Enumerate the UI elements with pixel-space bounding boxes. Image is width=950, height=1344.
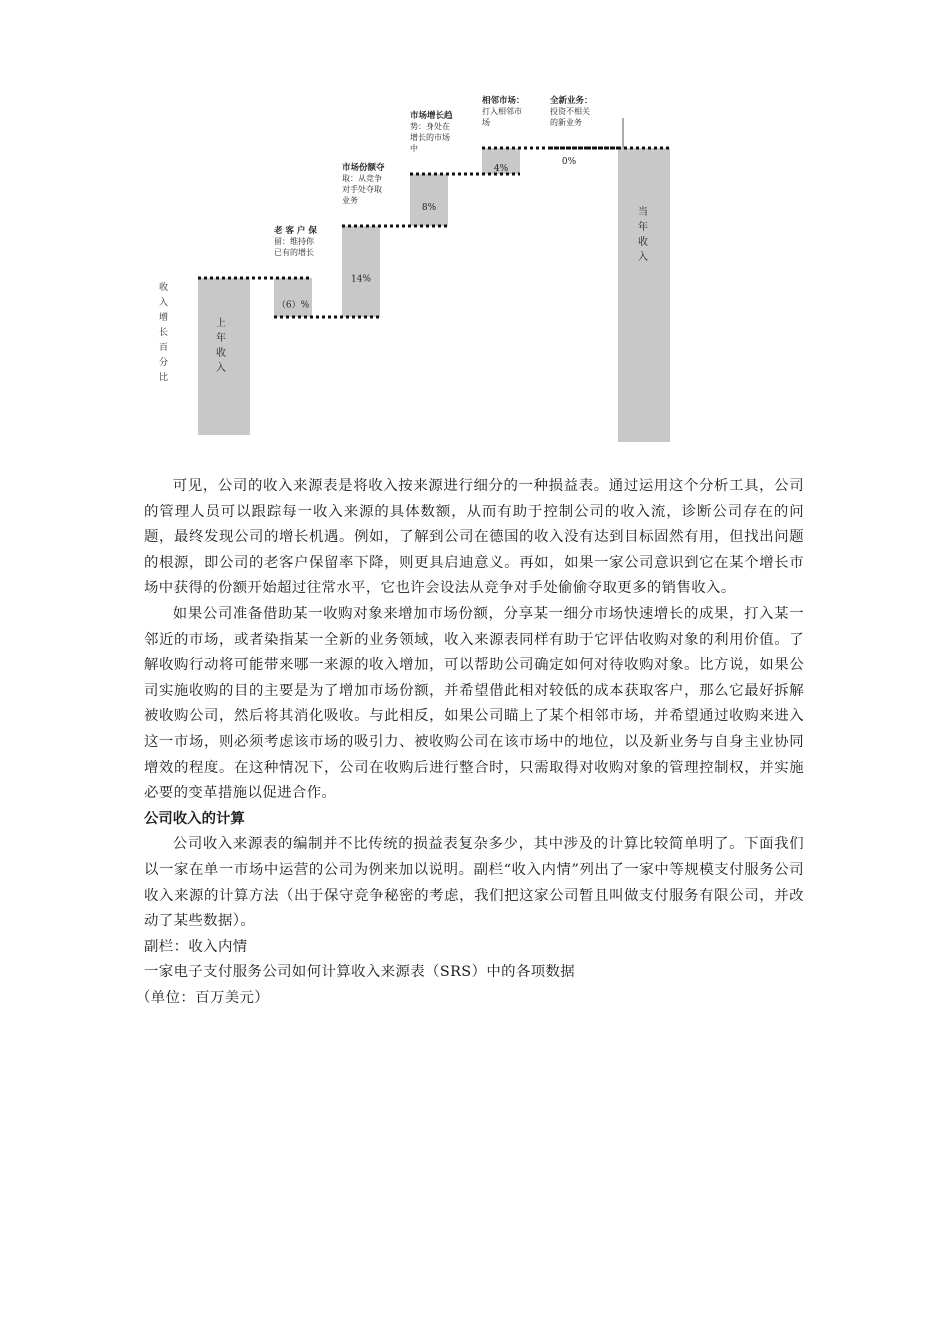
sidebar-subtitle: 一家电子支付服务公司如何计算收入来源表（SRS）中的各项数据 bbox=[144, 964, 576, 981]
value-label-4: 4% bbox=[493, 164, 509, 174]
y-axis-label-char: 入 bbox=[159, 298, 169, 308]
annotation-desc-2: 业务 bbox=[342, 196, 358, 205]
annotation-desc-3: 中 bbox=[410, 144, 418, 153]
value-label-3: 8% bbox=[421, 203, 437, 213]
y-axis-label-char: 分 bbox=[159, 358, 169, 368]
bars-group bbox=[198, 118, 670, 442]
annotation-desc-2: 取：从竞争 bbox=[342, 174, 382, 183]
annotation-desc-3: 势：身处在 bbox=[410, 122, 450, 131]
bar-step-2 bbox=[342, 226, 380, 317]
bar-end-label-char: 入 bbox=[638, 252, 648, 263]
paragraph-1: 可见，公司的收入来源表是将收入按来源进行细分的一种损益表。通过运用这个分析工具，公司的管理人员可以跟踪每一收入来源的具体数额，从而有助于控制公司的收入流，诊断公司存在的问题，最终发现公司的增长机遇。例如，了解到公司在德国的收入没有达到目标固然有用，但找出问题的根源，即公司的老客户保留率下降，则更具启迪意义。再如，如果一家公司意识到它在某个增长市场中获得的份额开始超过往常水平，它也许会设法从竞争对手处偷偷夺取更多的销售收入。 bbox=[144, 478, 804, 597]
bar-step-1 bbox=[274, 278, 312, 317]
y-axis-label-char: 比 bbox=[159, 373, 169, 383]
annotation-desc-1: 留：维持你 bbox=[274, 237, 314, 246]
bar-end-label-char: 收 bbox=[638, 237, 648, 248]
bar-end bbox=[618, 148, 670, 442]
waterfall-chart bbox=[0, 0, 950, 460]
section-heading: 公司收入的计算 bbox=[144, 810, 245, 827]
value-label-1: （6）% bbox=[276, 300, 310, 311]
annotation-desc-5: 投资不相关 bbox=[550, 107, 590, 116]
labels-group bbox=[216, 95, 648, 374]
value-label-5: 0% bbox=[561, 157, 577, 167]
value-label-2: 14% bbox=[350, 274, 372, 285]
annotation-title-2: 市场份额夺 bbox=[342, 163, 385, 173]
y-axis-label-char: 收 bbox=[159, 283, 169, 293]
y-axis-label-char: 长 bbox=[159, 328, 169, 338]
annotation-desc-2: 对手处夺取 bbox=[342, 185, 382, 194]
annotation-desc-1: 已有的增长 bbox=[274, 248, 314, 257]
bar-start-label-char: 入 bbox=[216, 363, 226, 374]
unit-note: （单位：百万美元） bbox=[136, 989, 270, 1006]
y-axis-label-char: 增 bbox=[159, 313, 169, 323]
bar-start-label-char: 收 bbox=[216, 348, 226, 359]
annotation-title-3: 市场增长趋 bbox=[410, 111, 453, 121]
article-body bbox=[136, 474, 804, 1011]
annotation-desc-4: 打入相邻市 bbox=[482, 107, 522, 116]
y-axis-label bbox=[159, 281, 168, 383]
y-axis-label-char: 百 bbox=[159, 343, 169, 353]
annotation-desc-5: 的新业务 bbox=[550, 118, 582, 127]
paragraph-3: 公司收入来源表的编制并不比传统的损益表复杂多少，其中涉及的计算比较简单明了。下面我们以一家在单一市场中运营的公司为例来加以说明。副栏“收入内情”列出了一家中等规模支付服务公司收入来源的计算方法（出于保守竞争秘密的考虑，我们把这家公司暂且叫做支付服务有限公司，并改动了某些数据）。 bbox=[144, 836, 804, 930]
annotation-title-5: 全新业务： bbox=[550, 96, 593, 106]
bar-start-label-char: 上 bbox=[216, 318, 226, 329]
bar-step-3 bbox=[410, 174, 448, 226]
bar-end-label-char: 当 bbox=[638, 207, 648, 218]
bar-start-label-char: 年 bbox=[216, 333, 226, 344]
paragraph-2: 如果公司准备借助某一收购对象来增加市场份额，分享某一细分市场快速增长的成果，打入某一邻近的市场，或者染指某一全新的业务领域，收入来源表同样有助于它评估收购对象的利用价值。了解收购行动将可能带来哪一来源的收入增加，可以帮助公司确定如何对待收购对象。比方说，如果公司实施收购的目的主要是为了增加市场份额，并希望借此相对较低的成本获取客户，那么它最好拆解被收购公司，然后将其消化吸收。与此相反，如果公司瞄上了某个相邻市场，并希望通过收购来进入这一市场，则必须考虑该市场的吸引力、被收购公司在该市场中的地位，以及新业务与自身主业协同增效的程度。在这种情况下，公司在收购后进行整合时，只需取得对收购对象的管理控制权，并实施必要的变革措施以促进合作。 bbox=[144, 605, 804, 802]
annotation-title-4: 相邻市场： bbox=[482, 96, 525, 106]
sidebar-title: 副栏：收入内情 bbox=[144, 938, 248, 955]
annotation-desc-3: 增长的市场 bbox=[410, 133, 450, 142]
annotation-title-1: 老 客 户 保 bbox=[274, 226, 317, 236]
annotation-desc-4: 场 bbox=[482, 118, 490, 127]
bar-end-label-char: 年 bbox=[638, 222, 648, 233]
